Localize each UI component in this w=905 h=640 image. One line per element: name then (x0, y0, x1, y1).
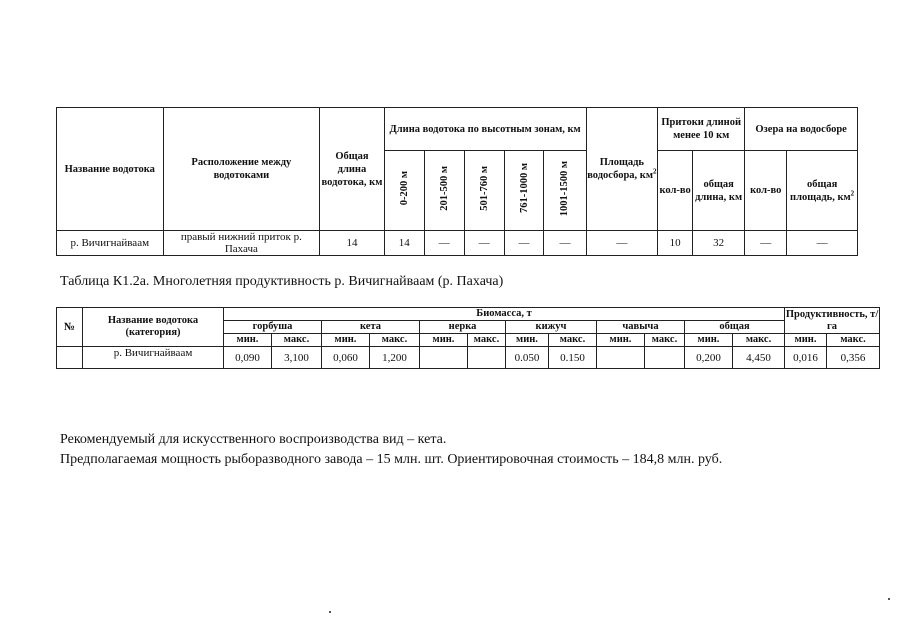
cell-value: 4,450 (733, 347, 785, 369)
header-species-total: общая (685, 321, 785, 334)
header-zone-1001-1500: 1001-1500 м (544, 151, 586, 231)
cell-value: 0,200 (685, 347, 733, 369)
header-zone-761-1000: 761-1000 м (504, 151, 544, 231)
cell-zone-4: — (504, 231, 544, 256)
header-lake-area: общая площадь, $км^2$ (787, 151, 858, 231)
header-max: макс. (827, 334, 880, 347)
cell-value: 0.150 (549, 347, 597, 369)
cell-value: 0.050 (506, 347, 549, 369)
header-min: мин. (597, 334, 645, 347)
cell-tributary-count: 10 (658, 231, 693, 256)
header-lake-count: кол-во (745, 151, 787, 231)
cell-value: 0,090 (224, 347, 272, 369)
header-river-name: Название водотока (57, 108, 164, 231)
header-zone-0-200: 0-200 м (384, 151, 424, 231)
cell-value (645, 347, 685, 369)
header-min: мин. (506, 334, 549, 347)
header-total-length: Общая длина водотока, км (320, 108, 385, 231)
table-row (57, 347, 880, 369)
header-species-sockeye: нерка (420, 321, 506, 334)
header-tributaries: Притоки длиной менее 10 км (658, 108, 745, 151)
header-species-chinook: чавыча (597, 321, 685, 334)
header-species-chum-salmon: кета (322, 321, 420, 334)
cell-zone-5: — (544, 231, 586, 256)
cell-value: 3,100 (272, 347, 322, 369)
cell-lake-area: — (787, 231, 858, 256)
cell-value (597, 347, 645, 369)
cell-value: 0,356 (827, 347, 880, 369)
cell-value: 0,060 (322, 347, 370, 369)
header-tributary-count: кол-во (658, 151, 693, 231)
cell-river-name: р. Вичигнайваам (57, 231, 164, 256)
cell-zone-3: — (464, 231, 504, 256)
cell-value: 0,016 (785, 347, 827, 369)
cell-location: правый нижний приток р. Пахача (163, 231, 320, 256)
cell-total-length: 14 (320, 231, 385, 256)
header-min: мин. (322, 334, 370, 347)
scan-speck (888, 598, 890, 600)
cell-river-name: р. Вичигнайваам (83, 347, 224, 369)
header-river-category: Название водотока (категория) (83, 308, 224, 347)
header-productivity: Продуктивность, т/га (785, 308, 879, 332)
header-catchment-area: Площадь водосбора, $км^2$ (586, 108, 658, 231)
header-max: макс. (733, 334, 785, 347)
cell-area: — (586, 231, 658, 256)
header-max: макс. (645, 334, 685, 347)
header-max: макс. (272, 334, 322, 347)
cell-zone-1: 14 (384, 231, 424, 256)
cell-tributary-length: 32 (693, 231, 745, 256)
header-tributary-length: общая длина, км (693, 151, 745, 231)
header-location: Расположение между водотоками (163, 108, 320, 231)
header-max: макс. (549, 334, 597, 347)
header-species-pink-salmon: горбуша (224, 321, 322, 334)
header-min: мин. (224, 334, 272, 347)
cell-zone-2: — (424, 231, 464, 256)
header-max: макс. (468, 334, 506, 347)
header-length-by-zone: Длина водотока по высотным зонам, км (384, 108, 586, 151)
header-lakes: Озера на водосборе (745, 108, 858, 151)
header-min: мин. (785, 334, 827, 347)
cell-number (57, 347, 83, 369)
cell-value (420, 347, 468, 369)
hatchery-capacity-text: Предполагаемая мощность рыборазводного завода – 15 млн. шт. Ориентировочная стоимость – 184,8 млн. руб. (60, 452, 723, 467)
header-min: мин. (420, 334, 468, 347)
header-zone-201-500: 201-500 м (424, 151, 464, 231)
recommended-species-text: Рекомендуемый для искусственного воспроизводства вид – кета. (60, 432, 447, 447)
header-zone-501-760: 501-760 м (464, 151, 504, 231)
table-row (57, 231, 858, 256)
header-min: мин. (685, 334, 733, 347)
header-biomass: Биомасса, т (224, 308, 785, 321)
cell-lake-count: — (745, 231, 787, 256)
cell-value: 1,200 (370, 347, 420, 369)
river-characteristics-table (56, 107, 858, 256)
scan-speck (329, 611, 331, 613)
table-caption: Таблица К1.2а. Многолетняя продуктивность р. Вичигнайваам (р. Пахача) (60, 274, 504, 289)
header-species-coho: кижуч (506, 321, 597, 334)
cell-value (468, 347, 506, 369)
productivity-table (56, 307, 880, 369)
header-number: № (57, 308, 83, 347)
header-max: макс. (370, 334, 420, 347)
